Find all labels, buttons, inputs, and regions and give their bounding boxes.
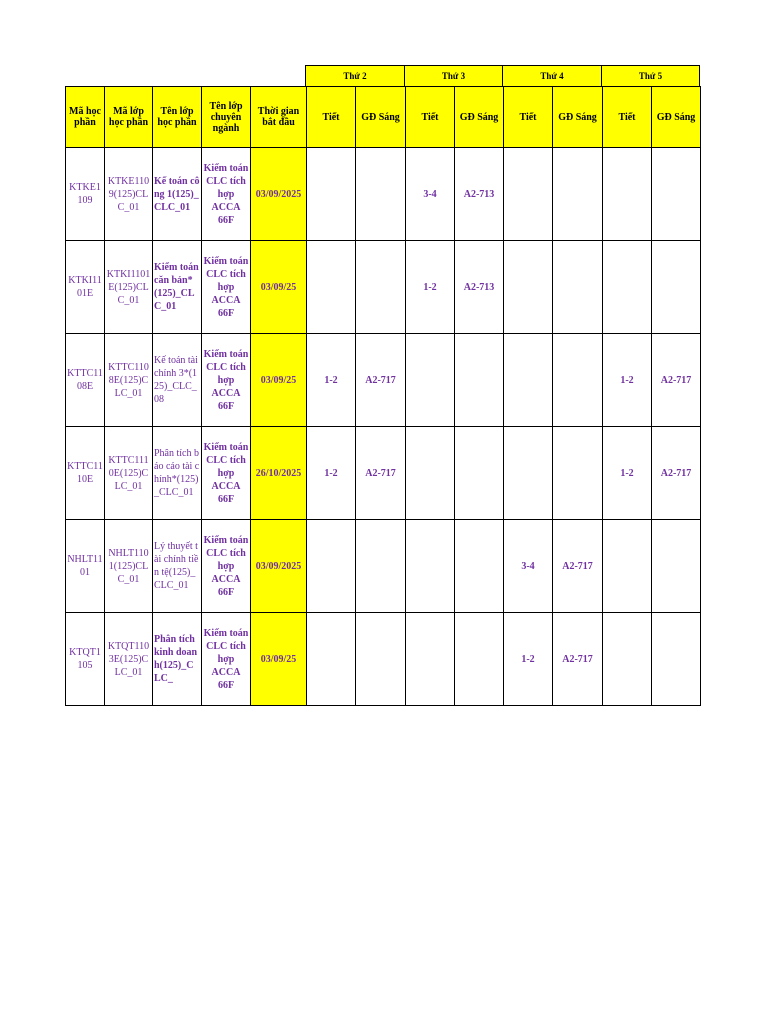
course-code-cell[interactable]: KTTC1108E (66, 334, 105, 427)
class-code-cell[interactable]: KTTC1108E(125)CLC_01 (105, 334, 153, 427)
room-cell[interactable] (356, 613, 406, 706)
header-ma-lop[interactable]: Mã lớp học phần (105, 87, 153, 148)
header-gd-thu-2[interactable]: GĐ Sáng (356, 87, 406, 148)
room-cell[interactable] (455, 334, 504, 427)
room-cell[interactable]: A2-713 (455, 241, 504, 334)
class-code-cell[interactable]: KTTC1110E(125)CLC_01 (105, 427, 153, 520)
start-date-cell[interactable]: 03/09/25 (251, 613, 307, 706)
room-cell[interactable]: A2-717 (356, 334, 406, 427)
major-class-cell[interactable]: Kiểm toán CLC tích hợp ACCA 66F (202, 241, 251, 334)
major-class-cell[interactable]: Kiểm toán CLC tích hợp ACCA 66F (202, 520, 251, 613)
start-date-cell[interactable]: 03/09/2025 (251, 148, 307, 241)
class-code-cell[interactable]: KTKE1109(125)CLC_01 (105, 148, 153, 241)
period-cell[interactable]: 1-2 (603, 334, 652, 427)
period-cell[interactable]: 1-2 (307, 334, 356, 427)
start-date-cell[interactable]: 03/09/2025 (251, 520, 307, 613)
room-cell[interactable] (652, 520, 701, 613)
header-ten-lop[interactable]: Tên lớp học phần (153, 87, 202, 148)
class-code-cell[interactable]: KTKI1101E(125)CLC_01 (105, 241, 153, 334)
room-cell[interactable] (356, 241, 406, 334)
course-code-cell[interactable]: KTTC1110E (66, 427, 105, 520)
day-header-thu-4[interactable]: Thứ 4 (502, 65, 602, 87)
period-cell[interactable] (603, 148, 652, 241)
period-cell[interactable] (406, 427, 455, 520)
period-cell[interactable]: 1-2 (406, 241, 455, 334)
course-code-cell[interactable]: KTKE1109 (66, 148, 105, 241)
course-code-cell[interactable]: KTQT1105 (66, 613, 105, 706)
course-code-cell[interactable]: KTKI1101E (66, 241, 105, 334)
period-cell[interactable] (504, 241, 553, 334)
room-cell[interactable] (652, 613, 701, 706)
period-cell[interactable] (603, 520, 652, 613)
class-name-cell[interactable]: Kế toán tài chính 3*(125)_CLC_08 (153, 334, 202, 427)
period-cell[interactable]: 1-2 (504, 613, 553, 706)
header-tiet-thu-5[interactable]: Tiết (603, 87, 652, 148)
table-row (66, 613, 701, 706)
room-cell[interactable]: A2-717 (553, 613, 603, 706)
day-header-row (305, 65, 700, 87)
class-code-cell[interactable]: NHLT1101(125)CLC_01 (105, 520, 153, 613)
column-header-row (66, 87, 701, 148)
room-cell[interactable] (652, 148, 701, 241)
room-cell[interactable]: A2-713 (455, 148, 504, 241)
table-row (66, 241, 701, 334)
class-name-cell[interactable]: Kiểm toán căn bản*(125)_CLC_01 (153, 241, 202, 334)
major-class-cell[interactable]: Kiểm toán CLC tích hợp ACCA 66F (202, 148, 251, 241)
period-cell[interactable]: 1-2 (307, 427, 356, 520)
room-cell[interactable] (356, 520, 406, 613)
table-row (66, 520, 701, 613)
room-cell[interactable]: A2-717 (652, 334, 701, 427)
room-cell[interactable] (553, 148, 603, 241)
header-gd-thu-5[interactable]: GĐ Sáng (652, 87, 701, 148)
period-cell[interactable] (504, 334, 553, 427)
major-class-cell[interactable]: Kiểm toán CLC tích hợp ACCA 66F (202, 427, 251, 520)
table-row (66, 148, 701, 241)
room-cell[interactable] (553, 427, 603, 520)
period-cell[interactable] (603, 241, 652, 334)
schedule-table (65, 86, 701, 706)
class-name-cell[interactable]: Lý thuyết tài chính tiền tệ(125)_CLC_01 (153, 520, 202, 613)
header-tiet-thu-2[interactable]: Tiết (307, 87, 356, 148)
course-code-cell[interactable]: NHLT1101 (66, 520, 105, 613)
room-cell[interactable] (356, 148, 406, 241)
day-header-thu-3[interactable]: Thứ 3 (404, 65, 503, 87)
header-ma-hoc-phan[interactable]: Mã học phần (66, 87, 105, 148)
table-row (66, 334, 701, 427)
period-cell[interactable] (406, 520, 455, 613)
header-gd-thu-3[interactable]: GĐ Sáng (455, 87, 504, 148)
period-cell[interactable] (504, 148, 553, 241)
period-cell[interactable] (504, 427, 553, 520)
period-cell[interactable]: 1-2 (603, 427, 652, 520)
room-cell[interactable] (553, 334, 603, 427)
day-header-thu-2[interactable]: Thứ 2 (305, 65, 405, 87)
period-cell[interactable]: 3-4 (504, 520, 553, 613)
room-cell[interactable]: A2-717 (356, 427, 406, 520)
header-thoi-gian[interactable]: Thời gian bắt đầu (251, 87, 307, 148)
header-ten-lop-chuyen-nganh[interactable]: Tên lớp chuyên ngành (202, 87, 251, 148)
period-cell[interactable] (307, 613, 356, 706)
start-date-cell[interactable]: 03/09/25 (251, 241, 307, 334)
day-header-thu-5[interactable]: Thứ 5 (601, 65, 700, 87)
room-cell[interactable] (455, 613, 504, 706)
period-cell[interactable] (307, 148, 356, 241)
room-cell[interactable] (455, 427, 504, 520)
class-name-cell[interactable]: Phân tích kinh doanh(125)_CLC_ (153, 613, 202, 706)
class-name-cell[interactable]: Kế toán công 1(125)_CLC_01 (153, 148, 202, 241)
start-date-cell[interactable]: 03/09/25 (251, 334, 307, 427)
room-cell[interactable] (652, 241, 701, 334)
period-cell[interactable] (406, 334, 455, 427)
major-class-cell[interactable]: Kiểm toán CLC tích hợp ACCA 66F (202, 613, 251, 706)
class-name-cell[interactable]: Phân tích báo cáo tài chính*(125)_CLC_01 (153, 427, 202, 520)
start-date-cell[interactable]: 26/10/2025 (251, 427, 307, 520)
room-cell[interactable] (553, 241, 603, 334)
major-class-cell[interactable]: Kiểm toán CLC tích hợp ACCA 66F (202, 334, 251, 427)
room-cell[interactable]: A2-717 (553, 520, 603, 613)
room-cell[interactable] (455, 520, 504, 613)
period-cell[interactable]: 3-4 (406, 148, 455, 241)
header-gd-thu-4[interactable]: GĐ Sáng (553, 87, 603, 148)
class-code-cell[interactable]: KTQT1103E(125)CLC_01 (105, 613, 153, 706)
period-cell[interactable] (307, 241, 356, 334)
period-cell[interactable] (603, 613, 652, 706)
table-row (66, 427, 701, 520)
room-cell[interactable]: A2-717 (652, 427, 701, 520)
period-cell[interactable] (307, 520, 356, 613)
header-tiet-thu-4[interactable]: Tiết (504, 87, 553, 148)
header-tiet-thu-3[interactable]: Tiết (406, 87, 455, 148)
period-cell[interactable] (406, 613, 455, 706)
